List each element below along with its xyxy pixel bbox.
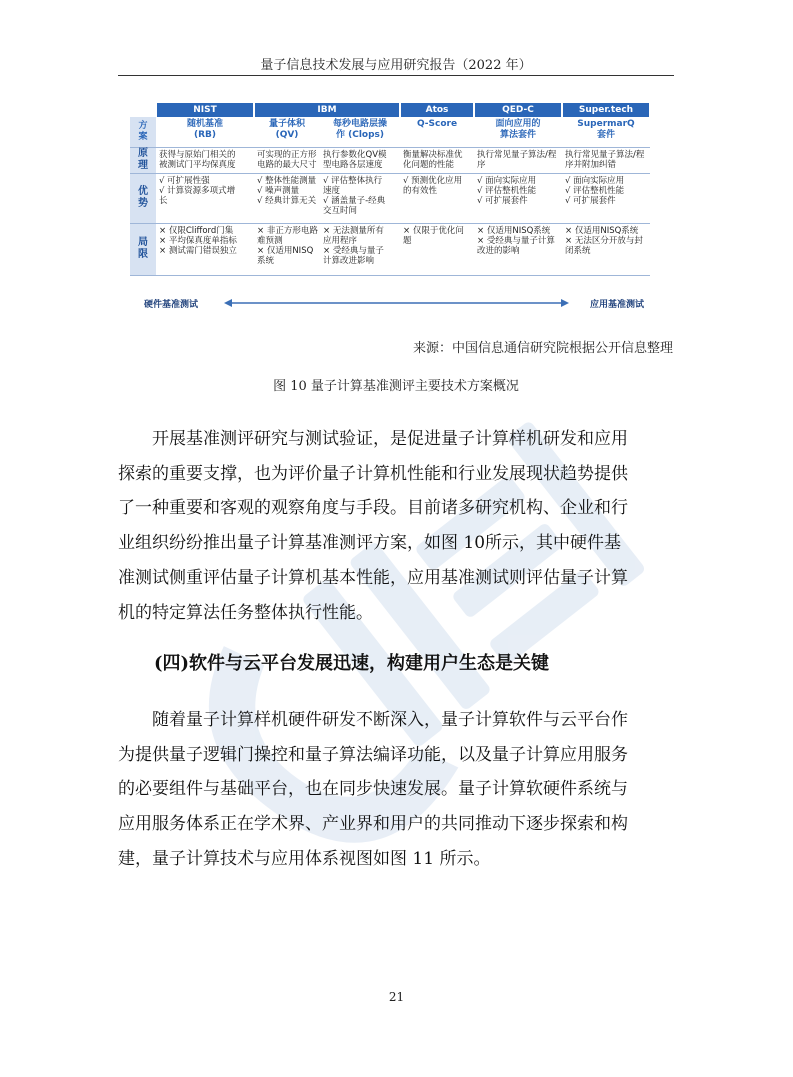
row-header-char: 势	[138, 198, 148, 209]
paragraph-benchmark	[118, 422, 676, 630]
cell-line: (RB)	[193, 130, 217, 140]
cell-line: √ 整体性能测量	[257, 175, 317, 186]
cell-line: √ 面向实际应用	[565, 175, 625, 186]
table-cell	[320, 117, 400, 147]
cell-line: 执行常见量子算法/程	[565, 149, 645, 160]
row-header-char: 案	[138, 131, 148, 142]
row-header-char: 限	[138, 249, 148, 260]
table-row-principle	[130, 147, 650, 173]
cell-line: × 仅适用NISQ	[257, 245, 314, 256]
cell-line: √ 评估整体执行	[323, 175, 383, 186]
table-cell	[400, 117, 474, 147]
table-cell	[254, 173, 320, 223]
cell-line: 题	[403, 235, 412, 246]
cell-line: √ 可扩展套件	[565, 195, 616, 206]
cell-line: 闭系统	[565, 245, 591, 256]
cell-line: 作 (Clops)	[335, 130, 385, 140]
table-row-scheme	[130, 117, 650, 147]
table-cell	[400, 223, 474, 275]
axis-left-label: 硬件基准测试	[144, 300, 199, 310]
table-cell	[254, 223, 320, 275]
cell-line: √ 经典计算无关	[257, 195, 317, 206]
cell-line: × 仅限Clifford门集	[159, 225, 234, 236]
cell-line: √ 噪声测量	[257, 185, 300, 196]
cell-line: 序并附加纠错	[565, 159, 617, 170]
table-cell	[400, 173, 474, 223]
row-header-limitation	[130, 223, 156, 275]
paragraph-line: 机的特定算法任务整体执行性能。	[118, 602, 373, 623]
column-header-qedc: QED-C	[474, 103, 562, 117]
cell-line: 每秒电路层操	[333, 119, 388, 129]
cell-line: √ 计算资源多项式增	[159, 185, 236, 196]
column-header-ibm: IBM	[254, 103, 400, 117]
cell-line: 交互时间	[323, 205, 358, 216]
cell-line: √ 可扩展性强	[159, 175, 210, 186]
table-cell	[320, 223, 400, 275]
benchmark-figure	[128, 103, 664, 313]
table-cell	[474, 173, 562, 223]
paragraph-line: 随着量子计算样机硬件研发不断深入，量子计算软件与云平台作	[152, 710, 628, 730]
table-cell	[474, 117, 562, 147]
paragraph-line: 了一种重要和客观的观察角度与手段。目前诸多研究机构、企业和行	[118, 498, 628, 519]
cell-line: 的有效性	[403, 185, 438, 196]
cell-line: 随机基准	[186, 119, 223, 129]
cell-line: × 无法区分开放与封	[565, 235, 643, 246]
cell-line: 化问题的性能	[403, 159, 455, 170]
table-cell	[254, 117, 320, 147]
table-cell	[400, 147, 474, 173]
column-header-supertech: Super.tech	[562, 103, 650, 117]
table-cell	[156, 223, 254, 275]
row-header-advantage	[130, 173, 156, 223]
cell-line: √ 面向实际应用	[477, 175, 537, 186]
cell-line: × 受经典与量子计算	[477, 235, 555, 246]
table-cell	[320, 173, 400, 223]
header-rule	[118, 75, 674, 76]
cell-line: × 仅适用NISQ系统	[477, 225, 551, 236]
cell-line: √ 评估整机性能	[477, 185, 537, 196]
cell-line: √ 评估整机性能	[565, 185, 625, 196]
cell-line: 型电路各层速度	[323, 159, 383, 170]
cell-line: 改进的影响	[477, 245, 520, 256]
benchmark-table	[130, 103, 651, 276]
row-header-scheme	[130, 117, 156, 147]
row-header-char: 原	[138, 148, 148, 159]
cell-line: × 平均保真度单指标	[159, 235, 237, 246]
running-header: 量子信息技术发展与应用研究报告（2022 年）	[260, 58, 532, 73]
cell-line: 序	[477, 159, 486, 170]
cell-line: 应用程序	[323, 235, 358, 246]
table-cell	[254, 147, 320, 173]
table-cell	[474, 223, 562, 275]
column-header-atos: Atos	[400, 103, 474, 117]
figure-source: 来源：中国信息通信研究院根据公开信息整理	[412, 341, 673, 356]
paragraph-software	[118, 703, 676, 877]
cell-line: 执行参数化QV模	[323, 149, 387, 160]
table-cell	[562, 173, 650, 223]
cell-line: 被测试门平均保真度	[159, 159, 236, 170]
table-cell	[320, 147, 400, 173]
row-header-char: 优	[138, 186, 148, 197]
axis-right-label: 应用基准测试	[589, 300, 644, 310]
row-header-principle	[130, 147, 156, 173]
paragraph-line: 业组织纷纷推出量子计算基准测评方案，如图 10所示，其中硬件基	[118, 533, 622, 554]
cell-line: × 测试需门错误独立	[159, 245, 237, 256]
cell-line: 算法套件	[500, 130, 537, 140]
row-header-char: 局	[138, 237, 148, 248]
cell-line: × 无法测量所有	[323, 225, 384, 236]
paragraph-line: 准测试侧重评估量子计算机基本性能，应用基准测试则评估量子计算	[118, 567, 628, 588]
table-cell	[562, 223, 650, 275]
cell-line: × 仅限于优化问	[403, 225, 464, 236]
table-cell	[562, 117, 650, 147]
corner-cell	[130, 103, 156, 117]
cell-line: (QV)	[275, 130, 299, 140]
cell-line: 长	[159, 195, 168, 206]
cell-line: × 仅适用NISQ系统	[565, 225, 639, 236]
paragraph-line: 的必要组件与基础平台，也在同步快速发展。量子计算软硬件系统与	[118, 779, 628, 800]
row-header-char: 理	[138, 160, 148, 171]
column-header-nist: NIST	[156, 103, 254, 117]
cell-line: SupermarQ	[577, 119, 635, 129]
benchmark-axis	[144, 295, 644, 311]
paragraph-line: 为提供量子逻辑门操控和量子算法编译功能，以及量子计算应用服务	[118, 744, 628, 765]
figure-caption: 图 10 量子计算基准测评主要技术方案概况	[273, 379, 519, 394]
row-header-char: 方	[138, 120, 148, 131]
cell-line: 量子体积	[268, 119, 305, 129]
cell-line: Q-Score	[416, 119, 458, 129]
cell-line: × 非正方形电路	[257, 225, 318, 236]
cell-line: 速度	[323, 185, 341, 196]
cell-line: 计算改进影响	[323, 255, 375, 266]
table-row-limitation	[130, 223, 650, 275]
paragraph-line: 探索的重要支撑，也为评价量子计算机性能和行业发展现状趋势提供	[118, 463, 628, 484]
section-heading: (四)软件与云平台发展迅速，构建用户生态是关键	[154, 653, 550, 674]
cell-line: 难预测	[257, 235, 283, 246]
paragraph-line: 建，量子计算技术与应用体系视图如图 11 所示。	[118, 848, 491, 869]
table-cell	[156, 147, 254, 173]
table-header-row	[130, 103, 650, 117]
cell-line: 衡量解决标准优	[403, 149, 463, 160]
cell-line: √ 预测优化应用	[403, 175, 463, 186]
cell-line: √ 可扩展套件	[477, 195, 528, 206]
cell-line: 系统	[257, 255, 275, 266]
cell-line: 执行常见量子算法/程	[477, 149, 557, 160]
cell-line: × 受经典与量子	[323, 245, 384, 256]
page-number: 21	[388, 990, 405, 1004]
cell-line: 电路的最大尺寸	[257, 159, 317, 170]
table-cell	[474, 147, 562, 173]
cell-line: 获得与原始门相关的	[159, 149, 236, 160]
cell-line: 面向应用的	[495, 119, 541, 129]
cell-line: 套件	[597, 130, 616, 140]
double-arrow-icon	[224, 298, 569, 308]
cell-line: √ 涵盖量子-经典	[323, 195, 386, 206]
table-cell	[156, 117, 254, 147]
paragraph-line: 开展基准测评研究与测试验证，是促进量子计算样机研发和应用	[152, 429, 628, 449]
table-cell	[562, 147, 650, 173]
cell-line: 可实现的正方形	[257, 149, 317, 160]
paragraph-line: 应用服务体系正在学术界、产业界和用户的共同推动下逐步探索和构	[118, 814, 628, 835]
table-row-advantage	[130, 173, 650, 223]
table-cell	[156, 173, 254, 223]
